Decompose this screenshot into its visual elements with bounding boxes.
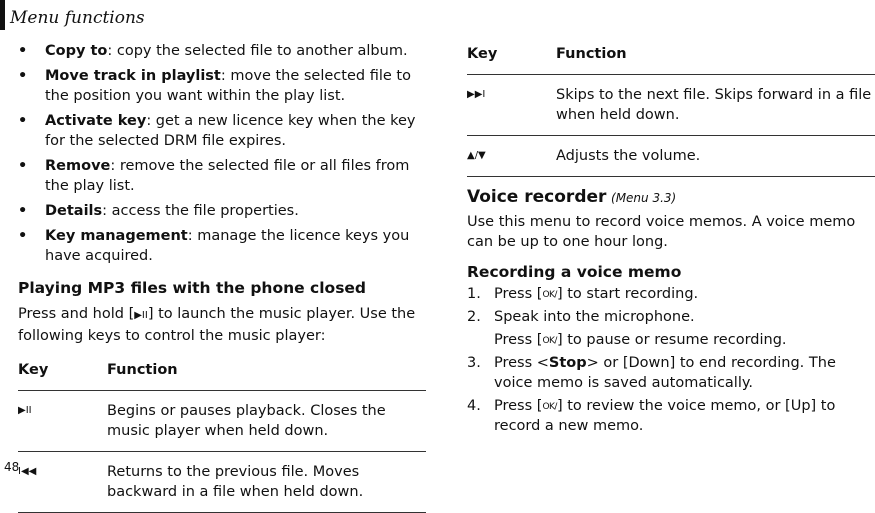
bullet-term: Activate key [45,113,147,129]
right-column [467,44,875,439]
play-pause-key-icon: ▶II [134,310,148,321]
intro-text: ] to launch the music player. Use the following keys to control the music player: [18,306,416,344]
music-keys-table [18,360,426,513]
step-text: Press < [494,355,549,371]
step-number: 1. [467,286,481,302]
step-bold-text: Stop [548,355,587,371]
step-number: 4. [467,398,481,414]
voice-recorder-intro: Use this menu to record voice memos. A voice memo can be up to one hour long. [467,214,856,250]
bullet-copy-to [18,41,426,61]
ok-key-icon: OK/ [542,402,557,412]
bullet-term: Copy to [45,43,108,59]
table-cell-function: Begins or pauses playback. Closes the music player when held down. [107,391,426,452]
ok-key-icon: OK/ [542,290,557,300]
bullet-remove [18,156,426,196]
table-header-row [18,360,426,391]
bullet-activate-key [18,111,426,151]
col-function-header: Function [556,44,875,75]
voice-recorder-heading-row [467,187,875,208]
step-text: Press [ [494,286,543,302]
step-text: ] to pause or resume recording. [556,332,787,348]
table-row [18,391,426,452]
recording-steps [467,284,875,436]
step-number: 3. [467,355,481,371]
table-cell-function: Skips to the next file. Skips forward in a file when held down. [556,75,875,136]
table-row [467,136,875,177]
page-header-title: Menu functions [10,8,145,28]
step-text: Press [ [494,332,543,348]
voice-recorder-heading: Voice recorder [467,187,607,207]
page-number: 48 [4,460,20,474]
bullet-text: : get a new licence key when the key for the selected DRM file expires. [45,113,416,149]
bullet-key-management [18,226,426,266]
col-function-header: Function [107,360,426,391]
table-row [467,75,875,136]
bullet-text: : access the file properties. [102,203,299,219]
table-row [18,452,426,513]
next-key-icon: ▶▶I [467,75,556,136]
bullet-text: : move the selected file to the position you want within the play list. [45,68,411,104]
bullet-details [18,201,426,221]
bullet-text: : remove the selected file or all files from the play list. [45,158,410,194]
col-key-header: Key [18,360,107,391]
table-header-row [467,44,875,75]
header-accent-bar [0,0,5,30]
step-text: > or [Down] to end recording. The voice memo is saved automatically. [494,355,836,391]
recording-heading: Recording a voice memo [467,263,682,281]
ok-key-icon: OK/ [542,336,557,346]
list-item [467,396,875,436]
bullet-term: Details [45,203,103,219]
music-keys-table-continued [467,44,875,177]
list-item [467,307,875,327]
previous-key-icon: I◀◀ [18,452,107,513]
mp3-section-heading: Playing MP3 files with the phone closed [18,279,367,297]
step-text: Press [ [494,398,543,414]
table-cell-function: Returns to the previous file. Moves backward in a file when held down. [107,452,426,513]
step-number: 2. [467,309,481,325]
mp3-intro [18,304,426,346]
volume-key-icon: ▲/▼ [467,136,556,177]
step-text: Speak into the microphone. [494,309,695,325]
bullet-text: : manage the licence keys you have acquired. [45,228,410,264]
bullet-term: Move track in playlist [45,68,221,84]
left-column [18,41,426,513]
list-item [467,353,875,393]
list-item [467,330,875,350]
voice-recorder-menu-ref: (Menu 3.3) [611,191,677,205]
intro-text: Press and hold [ [18,306,135,322]
list-item [467,284,875,304]
bullet-term: Key management [45,228,188,244]
step-text: ] to review the voice memo, or [Up] to record a new memo. [494,398,836,434]
bullet-term: Remove [45,158,111,174]
play-pause-key-icon: ▶II [18,391,107,452]
table-cell-function: Adjusts the volume. [556,136,875,177]
bullet-text: : copy the selected file to another album. [107,43,408,59]
step-text: ] to start recording. [556,286,699,302]
bullet-move-track [18,66,426,106]
col-key-header: Key [467,44,556,75]
